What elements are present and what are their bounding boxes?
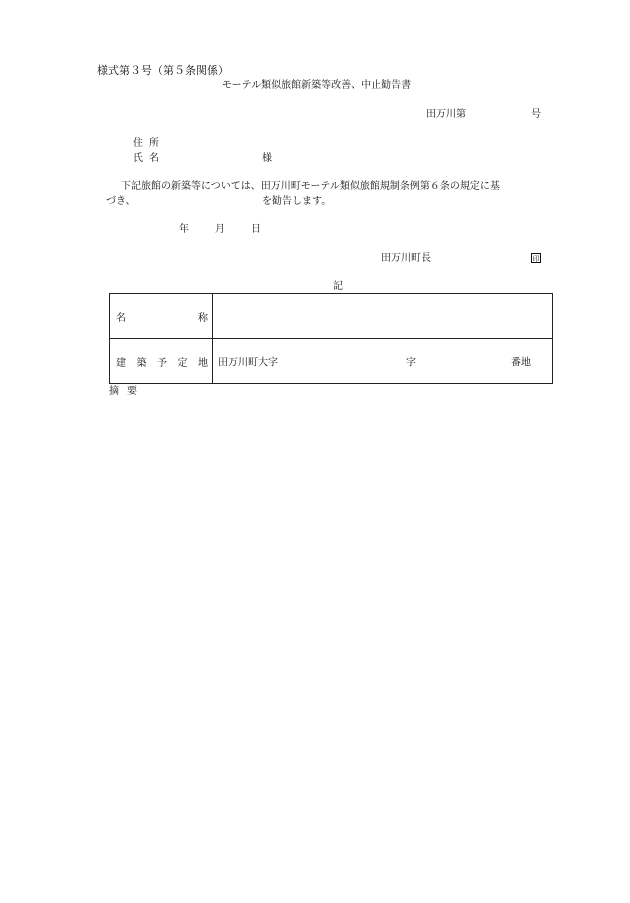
reference-number-suffix: 号 xyxy=(531,109,541,120)
body-text-line-2-end: を勧告します。 xyxy=(262,196,332,207)
site-row-label xyxy=(110,339,213,384)
table-row xyxy=(110,339,553,384)
notes-heading: 記 xyxy=(333,281,343,292)
aza-label: 字 xyxy=(406,357,416,369)
document-title: モーテル類似旅館新築等改善、中止勧告書 xyxy=(222,80,412,91)
name-row-value xyxy=(213,294,553,339)
banchi-label: 番地 xyxy=(511,357,531,369)
table-row xyxy=(110,294,553,339)
recipient-honorific: 様 xyxy=(262,153,272,164)
town-label: 田万川町大字 xyxy=(218,357,278,369)
label-char: 建 xyxy=(116,357,126,369)
details-table xyxy=(109,293,553,384)
label-char: 予 xyxy=(157,357,167,369)
name-row-label xyxy=(110,294,213,339)
form-number: 様式第３号（第５条関係） xyxy=(97,64,229,77)
reference-number-prefix: 田万川第 xyxy=(426,109,466,120)
label-char: 称 xyxy=(198,312,208,324)
label-char: 築 xyxy=(136,357,147,369)
date-month-label: 月 xyxy=(215,224,225,235)
site-row-value xyxy=(213,339,553,384)
recipient-name-label: 氏名 xyxy=(133,153,165,164)
remarks-label: 摘要 xyxy=(109,386,145,397)
recipient-address-label: 住所 xyxy=(133,138,165,149)
body-text-line-2-start: づき、 xyxy=(106,196,136,207)
seal-mark: 印 xyxy=(532,255,540,263)
body-text-line-1: 下記旅館の新築等については、田万川町モーテル類似旅館規制条例第６条の規定に基 xyxy=(121,181,500,192)
date-year-label: 年 xyxy=(179,224,189,235)
date-day-label: 日 xyxy=(251,224,261,235)
label-char: 定 xyxy=(177,357,188,369)
label-char: 名 xyxy=(116,312,126,324)
issuer-title: 田万川町長 xyxy=(381,253,431,264)
label-char: 地 xyxy=(198,357,208,369)
